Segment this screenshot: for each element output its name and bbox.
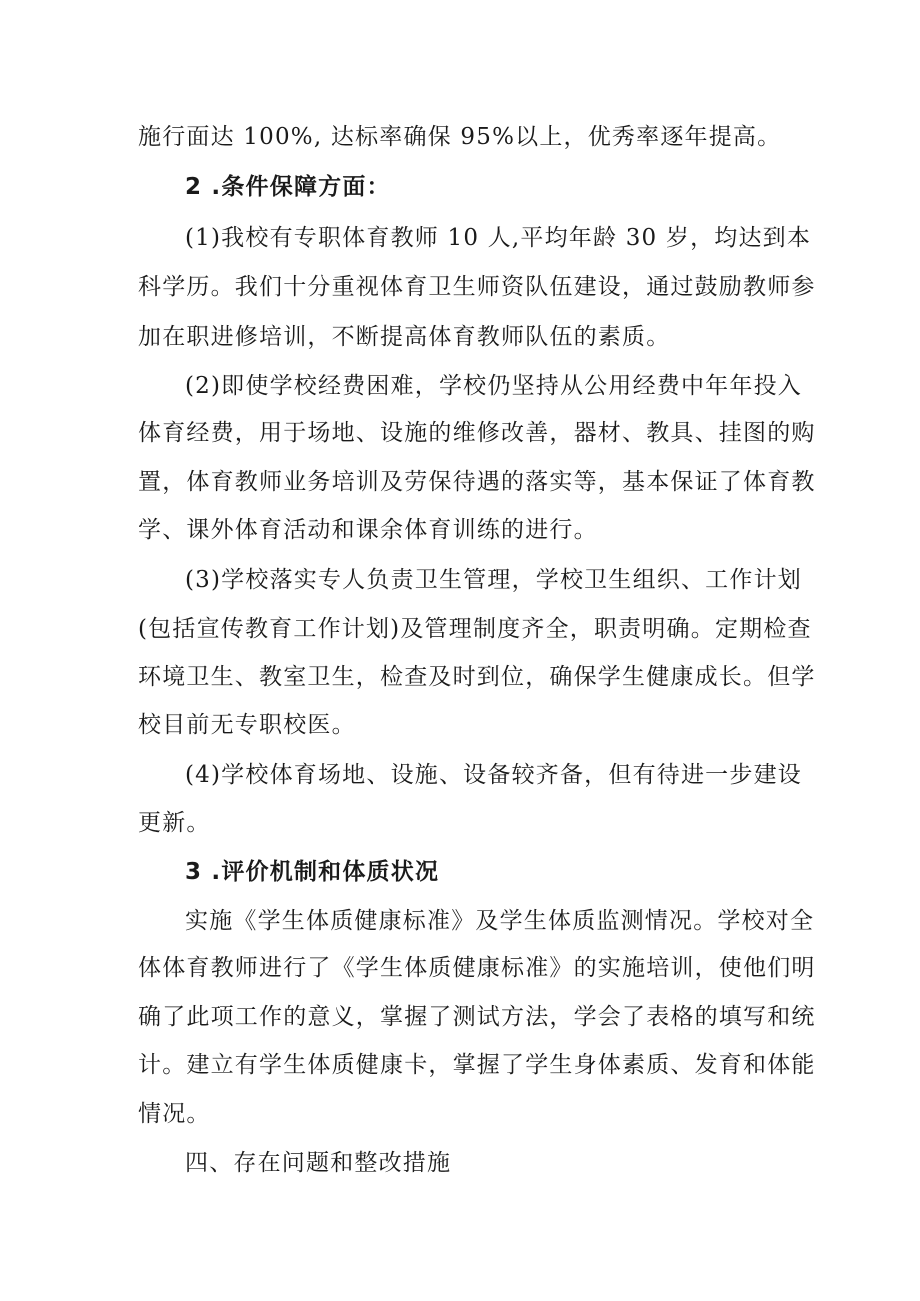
paragraph-2-line: 体育经费，用于场地、设施的维修改善，器材、教具、挂图的购: [138, 420, 816, 446]
paragraph-3-line: 校目前无专职校医。: [138, 712, 356, 738]
paragraph-2-line: 学、课外体育活动和课余体育训练的进行。: [138, 517, 598, 543]
paragraph-line-continuation: 施行面达 100%, 达标率确保 95%以上，优秀率逐年提高。: [138, 124, 782, 150]
section-heading-4: 四、存在问题和整改措施: [185, 1150, 452, 1176]
paragraph-1-line: 加在职进修培训，不断提高体育教师队伍的素质。: [138, 324, 671, 350]
paragraph-5-line: 确了此项工作的意义，掌握了测试方法，学会了表格的填写和统: [138, 1004, 816, 1030]
paragraph-4-line: (4)学校体育场地、设施、设备较齐备，但有待进一步建设: [185, 762, 802, 788]
paragraph-2-line: 置，体育教师业务培训及劳保待遇的落实等，基本保证了体育教: [138, 469, 816, 495]
paragraph-3-line: 环境卫生、教室卫生，检查及时到位，确保学生健康成长。但学: [138, 664, 816, 690]
paragraph-2-line: (2)即使学校经费困难，学校仍坚持从公用经费中年年投入: [185, 373, 802, 399]
section-heading-3: 3 .评价机制和体质状况: [185, 859, 440, 885]
paragraph-5-line: 计。建立有学生体质健康卡，掌握了学生身体素质、发育和体能: [138, 1052, 816, 1078]
paragraph-1-line: 科学历。我们十分重视体育卫生师资队伍建设，通过鼓励教师参: [138, 274, 816, 300]
paragraph-3-line: (包括宣传教育工作计划)及管理制度齐全，职责明确。定期检查: [138, 616, 812, 642]
paragraph-5-line: 体体育教师进行了《学生体质健康标准》的实施培训，使他们明: [138, 955, 816, 981]
paragraph-5-line: 实施《学生体质健康标准》及学生体质监测情况。学校对全: [185, 908, 815, 934]
paragraph-1-line: (1)我校有专职体育教师 10 人,平均年龄 30 岁，均达到本: [185, 225, 812, 251]
paragraph-3-line: (3)学校落实专人负责卫生管理，学校卫生组织、工作计划: [185, 567, 802, 593]
section-heading-2: 2 .条件保障方面：: [185, 174, 391, 200]
paragraph-5-line: 情况。: [138, 1101, 211, 1127]
paragraph-4-line: 更新。: [138, 810, 211, 836]
